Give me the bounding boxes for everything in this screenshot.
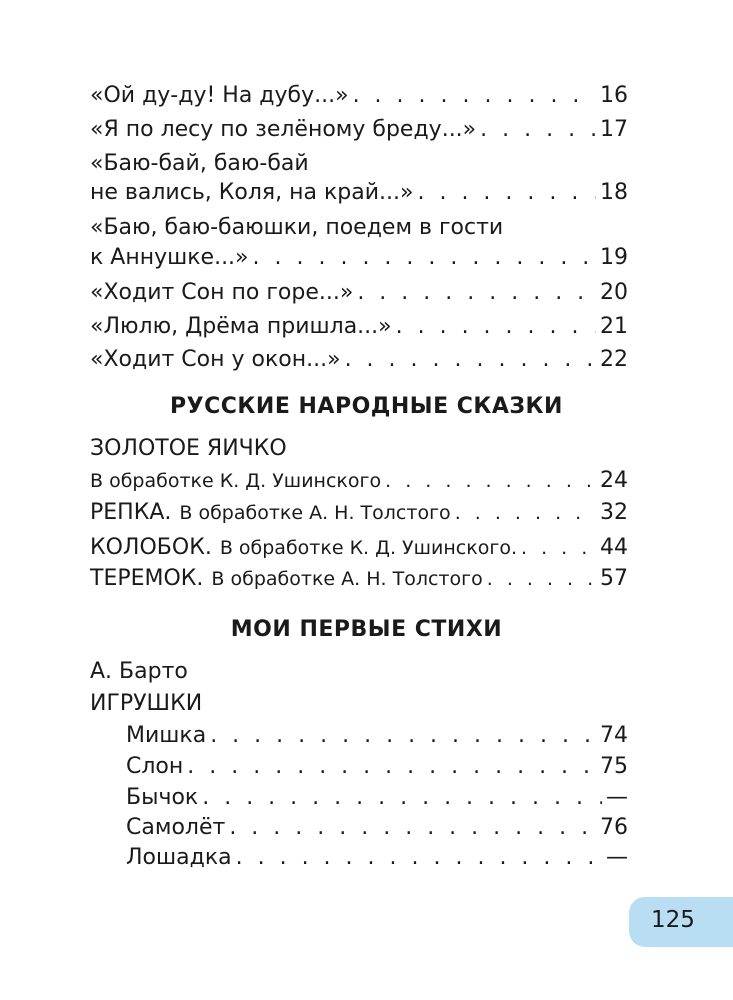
dot-leader — [345, 347, 596, 372]
entry-title: «Ой ду-ду! На дубу...» — [90, 83, 349, 108]
toc-entry — [90, 117, 628, 142]
toc-entry — [90, 500, 628, 525]
tale-title: РЕПКА. — [90, 500, 172, 525]
toc-entry — [126, 815, 628, 840]
toc-entry — [90, 535, 628, 560]
entry-title: Мишка — [126, 723, 207, 748]
page-number-badge — [629, 897, 733, 947]
author-name: А. Барто — [90, 659, 188, 684]
toc-entry — [126, 754, 628, 779]
page-ref: 44 — [600, 535, 628, 560]
toc-entry — [90, 314, 628, 339]
entry-title: «Я по лесу по зелёному бреду...» — [90, 117, 477, 142]
toc-entry — [90, 566, 628, 591]
tale-note: В обработке А. Н. Толстого — [211, 568, 483, 590]
dot-leader — [353, 83, 596, 108]
entry-title: «Ходит Сон по горе...» — [90, 280, 354, 305]
toc-entry — [126, 845, 628, 870]
toc-entry — [90, 280, 628, 305]
entry-title: Самолёт — [126, 815, 226, 840]
toc-entry — [90, 245, 628, 270]
entry-title: Бычок — [126, 785, 199, 810]
dot-leader — [521, 537, 596, 559]
page-ref: 76 — [600, 815, 628, 840]
page-ref: 18 — [600, 180, 628, 205]
page-ref: 74 — [600, 723, 628, 748]
page-ref: — — [606, 845, 628, 870]
dot-leader — [396, 314, 596, 339]
page-ref: 19 — [600, 245, 628, 270]
page-ref: 22 — [600, 347, 628, 372]
dot-leader — [253, 245, 596, 270]
toc-entry — [90, 83, 628, 108]
page-ref: 16 — [600, 83, 628, 108]
dot-leader — [455, 502, 596, 524]
entry-title-line1: «Баю, баю-баюшки, поедем в гости — [90, 215, 504, 240]
dot-leader — [236, 845, 602, 870]
section-heading: РУССКИЕ НАРОДНЫЕ СКАЗКИ — [170, 394, 563, 419]
tale-note: В обработке К. Д. Ушинского. — [219, 537, 517, 559]
entry-title-line1: «Баю-бай, баю-бай — [90, 151, 309, 176]
page-ref: 20 — [600, 280, 628, 305]
tale-title: ТЕРЕМОК. — [90, 566, 204, 591]
entry-title: не вались, Коля, на край...» — [90, 180, 414, 205]
page-ref: 17 — [600, 117, 628, 142]
entry-title: «Люлю, Дрёма пришла...» — [90, 314, 392, 339]
tale-title: КОЛОБОК. — [90, 535, 212, 560]
toc-entry — [90, 347, 628, 372]
page-ref: — — [606, 785, 628, 810]
page-ref: 21 — [600, 314, 628, 339]
entry-title: Лошадка — [126, 845, 232, 870]
entry-title: Слон — [126, 754, 184, 779]
dot-leader — [385, 470, 596, 492]
dot-leader — [187, 754, 596, 779]
dot-leader — [487, 568, 596, 590]
tale-note: В обработке К. Д. Ушинского — [90, 470, 382, 492]
section-heading: МОИ ПЕРВЫЕ СТИХИ — [230, 617, 503, 642]
tale-title: ЗОЛОТОЕ ЯИЧКО — [90, 436, 287, 461]
dot-leader — [229, 815, 596, 840]
dot-leader — [210, 723, 596, 748]
toc-entry — [126, 785, 628, 810]
dot-leader — [417, 180, 596, 205]
page-ref: 32 — [600, 500, 628, 525]
cycle-title: ИГРУШКИ — [90, 691, 203, 716]
page-number: 125 — [651, 907, 695, 933]
page-ref: 57 — [600, 566, 628, 591]
tale-note: В обработке А. Н. Толстого — [179, 502, 451, 524]
dot-leader — [202, 785, 602, 810]
toc-entry — [90, 180, 628, 205]
entry-title: «Ходит Сон у окон...» — [90, 347, 341, 372]
entry-title: к Аннушке...» — [90, 245, 249, 270]
toc-entry — [90, 468, 628, 493]
dot-leader — [480, 117, 596, 142]
page-ref: 24 — [600, 468, 628, 493]
dot-leader — [357, 280, 596, 305]
page-ref: 75 — [600, 754, 628, 779]
toc-entry — [126, 723, 628, 748]
